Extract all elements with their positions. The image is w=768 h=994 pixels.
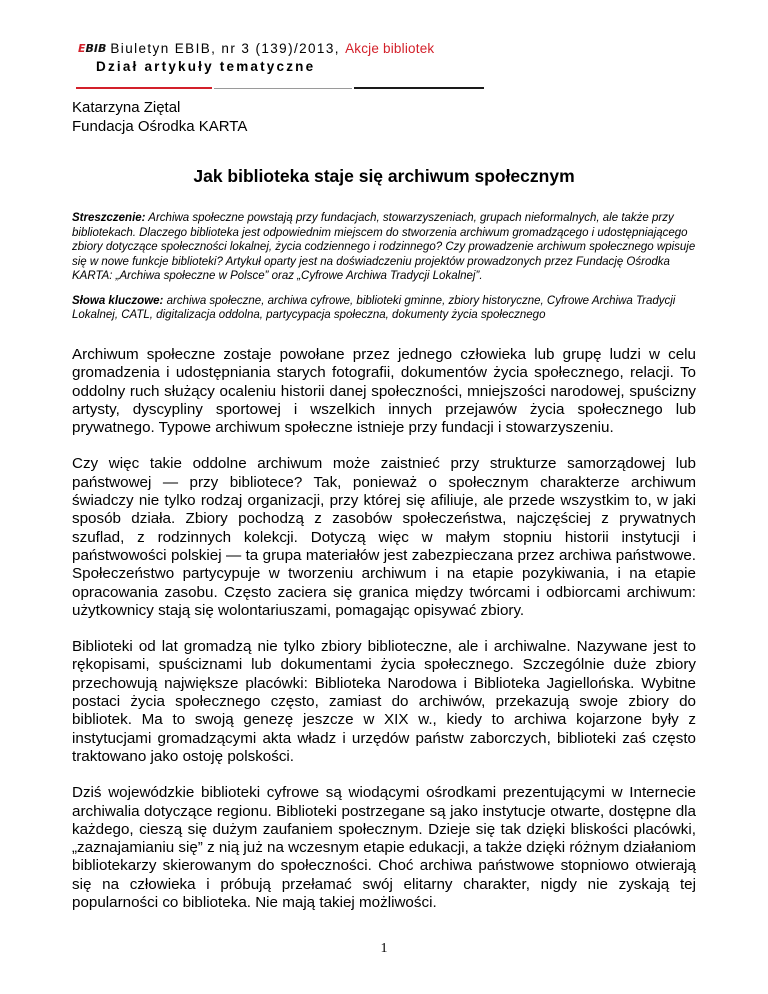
- page-number: 1: [380, 941, 388, 956]
- body-paragraph: Biblioteki od lat gromadzą nie tylko zbiory biblioteczne, ale i archiwalne. Nazywane jest to rękopisami, spuściznami lub dokumentami życia społecznego. Szczególnie duże zbiory przechowują największe placówki: Biblioteka Narodowa i Biblioteka Jagiellońska. Wybitne postaci życia społecznego często, zamiast do archiwów, przekazują swoje zbiory do bibliotek. Ma to swoją genezę jeszcze w XIX w., kiedy to archiwa kojarzone były z instytucjami gromadzącymi akta władz i urzędów państw zaborczych, biblioteki zaś często traktowano jako ostoję polskości.: [72, 638, 696, 765]
- body-paragraph: Czy więc takie oddolne archiwum może zaistnieć przy strukturze samorządowej lub państwowej — przy bibliotece? Tak, ponieważ o społecznym charakterze archiwum świadczy nie tylko rodzaj organizacji, przy której się afiliuje, ale przede wszystkim to, w jaki sposób działa. Zbiory pochodzą z zasobów społeczeństwa, najczęściej z prywatnych szuflad, z rodzinnych kolekcji. Dotyczą więc w małym stopniu historii instytucji i państwowości polskiej — ta grupa materiałów jest zabezpieczana przez archiwa państwowe. Społeczeństwo partycypuje w tworzeniu archiwum i na etapie pozykiwania, i na etapie opracowania zasobu. Często zaciera się granica między twórcami i odbiorcami archiwum: użytkownicy stają się wolontariuszami, pomagając opisywać zbiory.: [72, 455, 696, 619]
- ebib-logo: EBIB: [78, 42, 107, 55]
- author-block: [72, 98, 247, 136]
- abstract-keywords: [72, 294, 696, 323]
- summary-text: Archiwa społeczne powstają przy fundacjach, stowarzyszeniach, grupach nieformalnych, ale także przy bibliotekach. Dlaczego biblioteka jest odpowiednim miejscem do stworzenia archiwum gromadzącego i udostępniającego zbiory dotyczące społeczności lokalnej, życia codziennego i rodzinnego? Czy prowadzenie archiwum społecznego wpisuje się w nowe funkcje biblioteki? Artykuł oparty jest na doświadczeniu projektów prowadzonych przez Fundację Ośrodka KARTA: „Archiwa społeczne w Polsce” oraz „Cyfrowe Archiwa Tradycji Lokalnej”.: [72, 212, 696, 282]
- journal-header: [78, 40, 434, 76]
- section-name: Dział artykuły tematyczne: [96, 59, 316, 74]
- summary-label: Streszczenie:: [72, 212, 146, 224]
- body-paragraph: Archiwum społeczne zostaje powołane przez jednego człowieka lub grupę ludzi w celu gromadzenia i udostępniania starych fotografii, dokumentów życia społecznego, relacji. To oddolny ruch służący ocaleniu historii danej społeczności, mniejszości narodowej, spuścizny artysty, dyscypliny sportowej i wszelkich innych przejawów życia społecznego lub prywatnego. Typowe archiwum społeczne istnieje przy fundacji i stowarzyszeniu.: [72, 346, 696, 437]
- abstract-block: [72, 211, 696, 333]
- series-text: Biuletyn EBIB, nr 3 (139)/2013,: [110, 41, 340, 56]
- keywords-text: archiwa społeczne, archiwa cyfrowe, biblioteki gminne, zbiory historyczne, Cyfrowe Archiwa Tradycji Lokalnej, CATL, digitalizacja oddolna, partycypacja społeczna, dokumenty życia społecznego: [72, 294, 676, 321]
- header-rule-gray: [214, 88, 352, 89]
- abstract-summary: [72, 211, 696, 284]
- body-paragraph: Dziś wojewódzkie biblioteki cyfrowe są wiodącymi ośrodkami prezentującymi w Internecie archiwalia dotyczące regionu. Biblioteki postrzegane są jako instytucje otwarte, dostępne dla każdego, cieszą się dużym zaufaniem społecznym. Dzieje się tak dzięki bliskości placówki, „zaznajamianiu się” z nią już na wczesnym etapie edukacji, a także dzięki różnym działaniom bibliotekarzy skierowanym do społeczności. Choć archiwa państwowe stopniowo otwierają się na człowieka i próbują przełamać swój elitarny charakter, nigdy nie zyskają tej popularności co biblioteka. Nie mają takiej możliwości.: [72, 784, 696, 912]
- header-series-line: [78, 40, 434, 58]
- author-name: Katarzyna Ziętal: [72, 99, 181, 116]
- header-rule-black: [354, 87, 484, 89]
- author-affiliation: Fundacja Ośrodka KARTA: [72, 118, 248, 135]
- header-rule-red: [76, 87, 212, 89]
- issue-link[interactable]: Akcje bibliotek: [345, 41, 435, 56]
- keywords-label: Słowa kluczowe:: [72, 294, 164, 307]
- article-title: Jak biblioteka staje się archiwum społecznym: [193, 166, 575, 186]
- article-body: [72, 346, 696, 930]
